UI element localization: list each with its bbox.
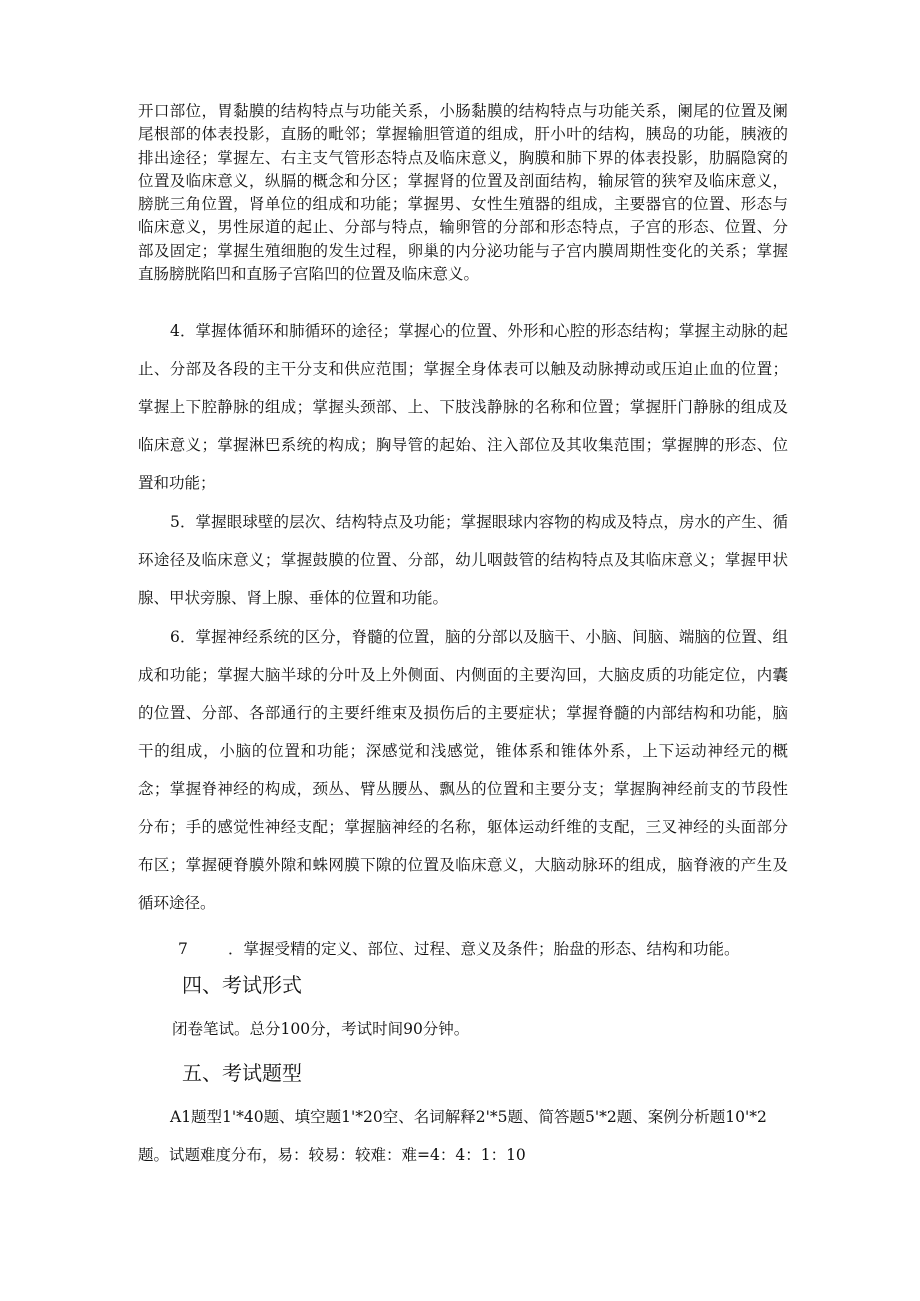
paragraph-item-3-continued: 开口部位，胃黏膜的结构特点与功能关系，小肠黏膜的结构特点与功能关系，阑尾的位置及阑尾根部的体表投影，直肠的毗邻；掌握输胆管道的组成，肝小叶的结构，胰岛的功能，胰液的排出途径；掌握左、右主支气管形态特点及临床意义，胸膜和肺下界的体表投影，肋膈隐窝的位置及临床意义，纵膈的概念和分区；掌握肾的位置及剖面结构，输尿管的狭窄及临床意义，膀胱三角位置，肾单位的组成和功能；掌握男、女性生殖器的组成，主要器官的位置、形态与临床意义，男性尿道的起止、分部与特点，输卵管的分部和形态特点，子宫的形态、位置、分部及固定；掌握生殖细胞的发生过程，卵巢的内分泌功能与子宫内膜周期性变化的关系；掌握直肠膀胱陷凹和直肠子宫陷凹的位置及临床意义。 <box>138 102 788 284</box>
item-7-text: ．掌握受精的定义、部位、过程、意义及条件；胎盘的形态、结构和功能。 <box>228 940 740 958</box>
paragraph-item-5: 5．掌握眼球壁的层次、结构特点及功能；掌握眼球内容物的构成及特点，房水的产生、循环途径及临床意义；掌握鼓膜的位置、分部，幼儿咽鼓管的结构特点及其临床意义；掌握甲状腺、甲状旁腺、肾上腺、垂体的位置和功能。 <box>138 513 788 607</box>
paragraph-item-6: 6．掌握神经系统的区分，脊髓的位置，脑的分部以及脑干、小脑、间脑、端脑的位置、组成和功能；掌握大脑半球的分叶及上外侧面、内侧面的主要沟回，大脑皮质的功能定位，内囊的位置、分部、各部通行的主要纤维束及损伤后的主要症状；掌握脊髓的内部结构和功能，脑干的组成，小脑的位置和功能；深感觉和浅感觉，锥体系和锥体外系，上下运动神经元的概念；掌握脊神经的构成，颈丛、臂丛腰丛、飘丛的位置和主要分支；掌握胸神经前支的节段性分布；手的感觉性神经支配；掌握脑神经的名称，躯体运动纤维的支配，三叉神经的头面部分布区；掌握硬脊膜外隙和蛛网膜下隙的位置及临床意义，大脑动脉环的组成，脑脊液的产生及循环途径。 <box>138 628 788 912</box>
paragraph-item-7 <box>138 930 788 968</box>
section-5-heading: 五、考试题型 <box>182 1061 302 1085</box>
exam-form-text: 闭卷笔试。总分100分，考试时间90分钟。 <box>172 1020 470 1038</box>
section-4-heading: 四、考试形式 <box>182 973 302 997</box>
paragraph-item-4: 4．掌握体循环和肺循环的途径；掌握心的位置、外形和心腔的形态结构；掌握主动脉的起止、分部及各段的主干分支和供应范围；掌握全身体表可以触及动脉搏动或压迫止血的位置；掌握上下腔静脉的组成；掌握头颈部、上、下肢浅静脉的名称和位置；掌握肝门静脉的组成及临床意义；掌握淋巴系统的构成；胸导管的起始、注入部位及其收集范围；掌握脾的形态、位置和功能； <box>138 322 788 492</box>
question-types-text: A1题型1'*40题、填空题1'*20空、名词解释2'*5题、简答题5'*2题、案例分析题10'*2题。试题难度分布，易：较易：较难：难=4：4：1：10 <box>138 1108 767 1164</box>
item-7-number: 7 <box>178 940 188 958</box>
